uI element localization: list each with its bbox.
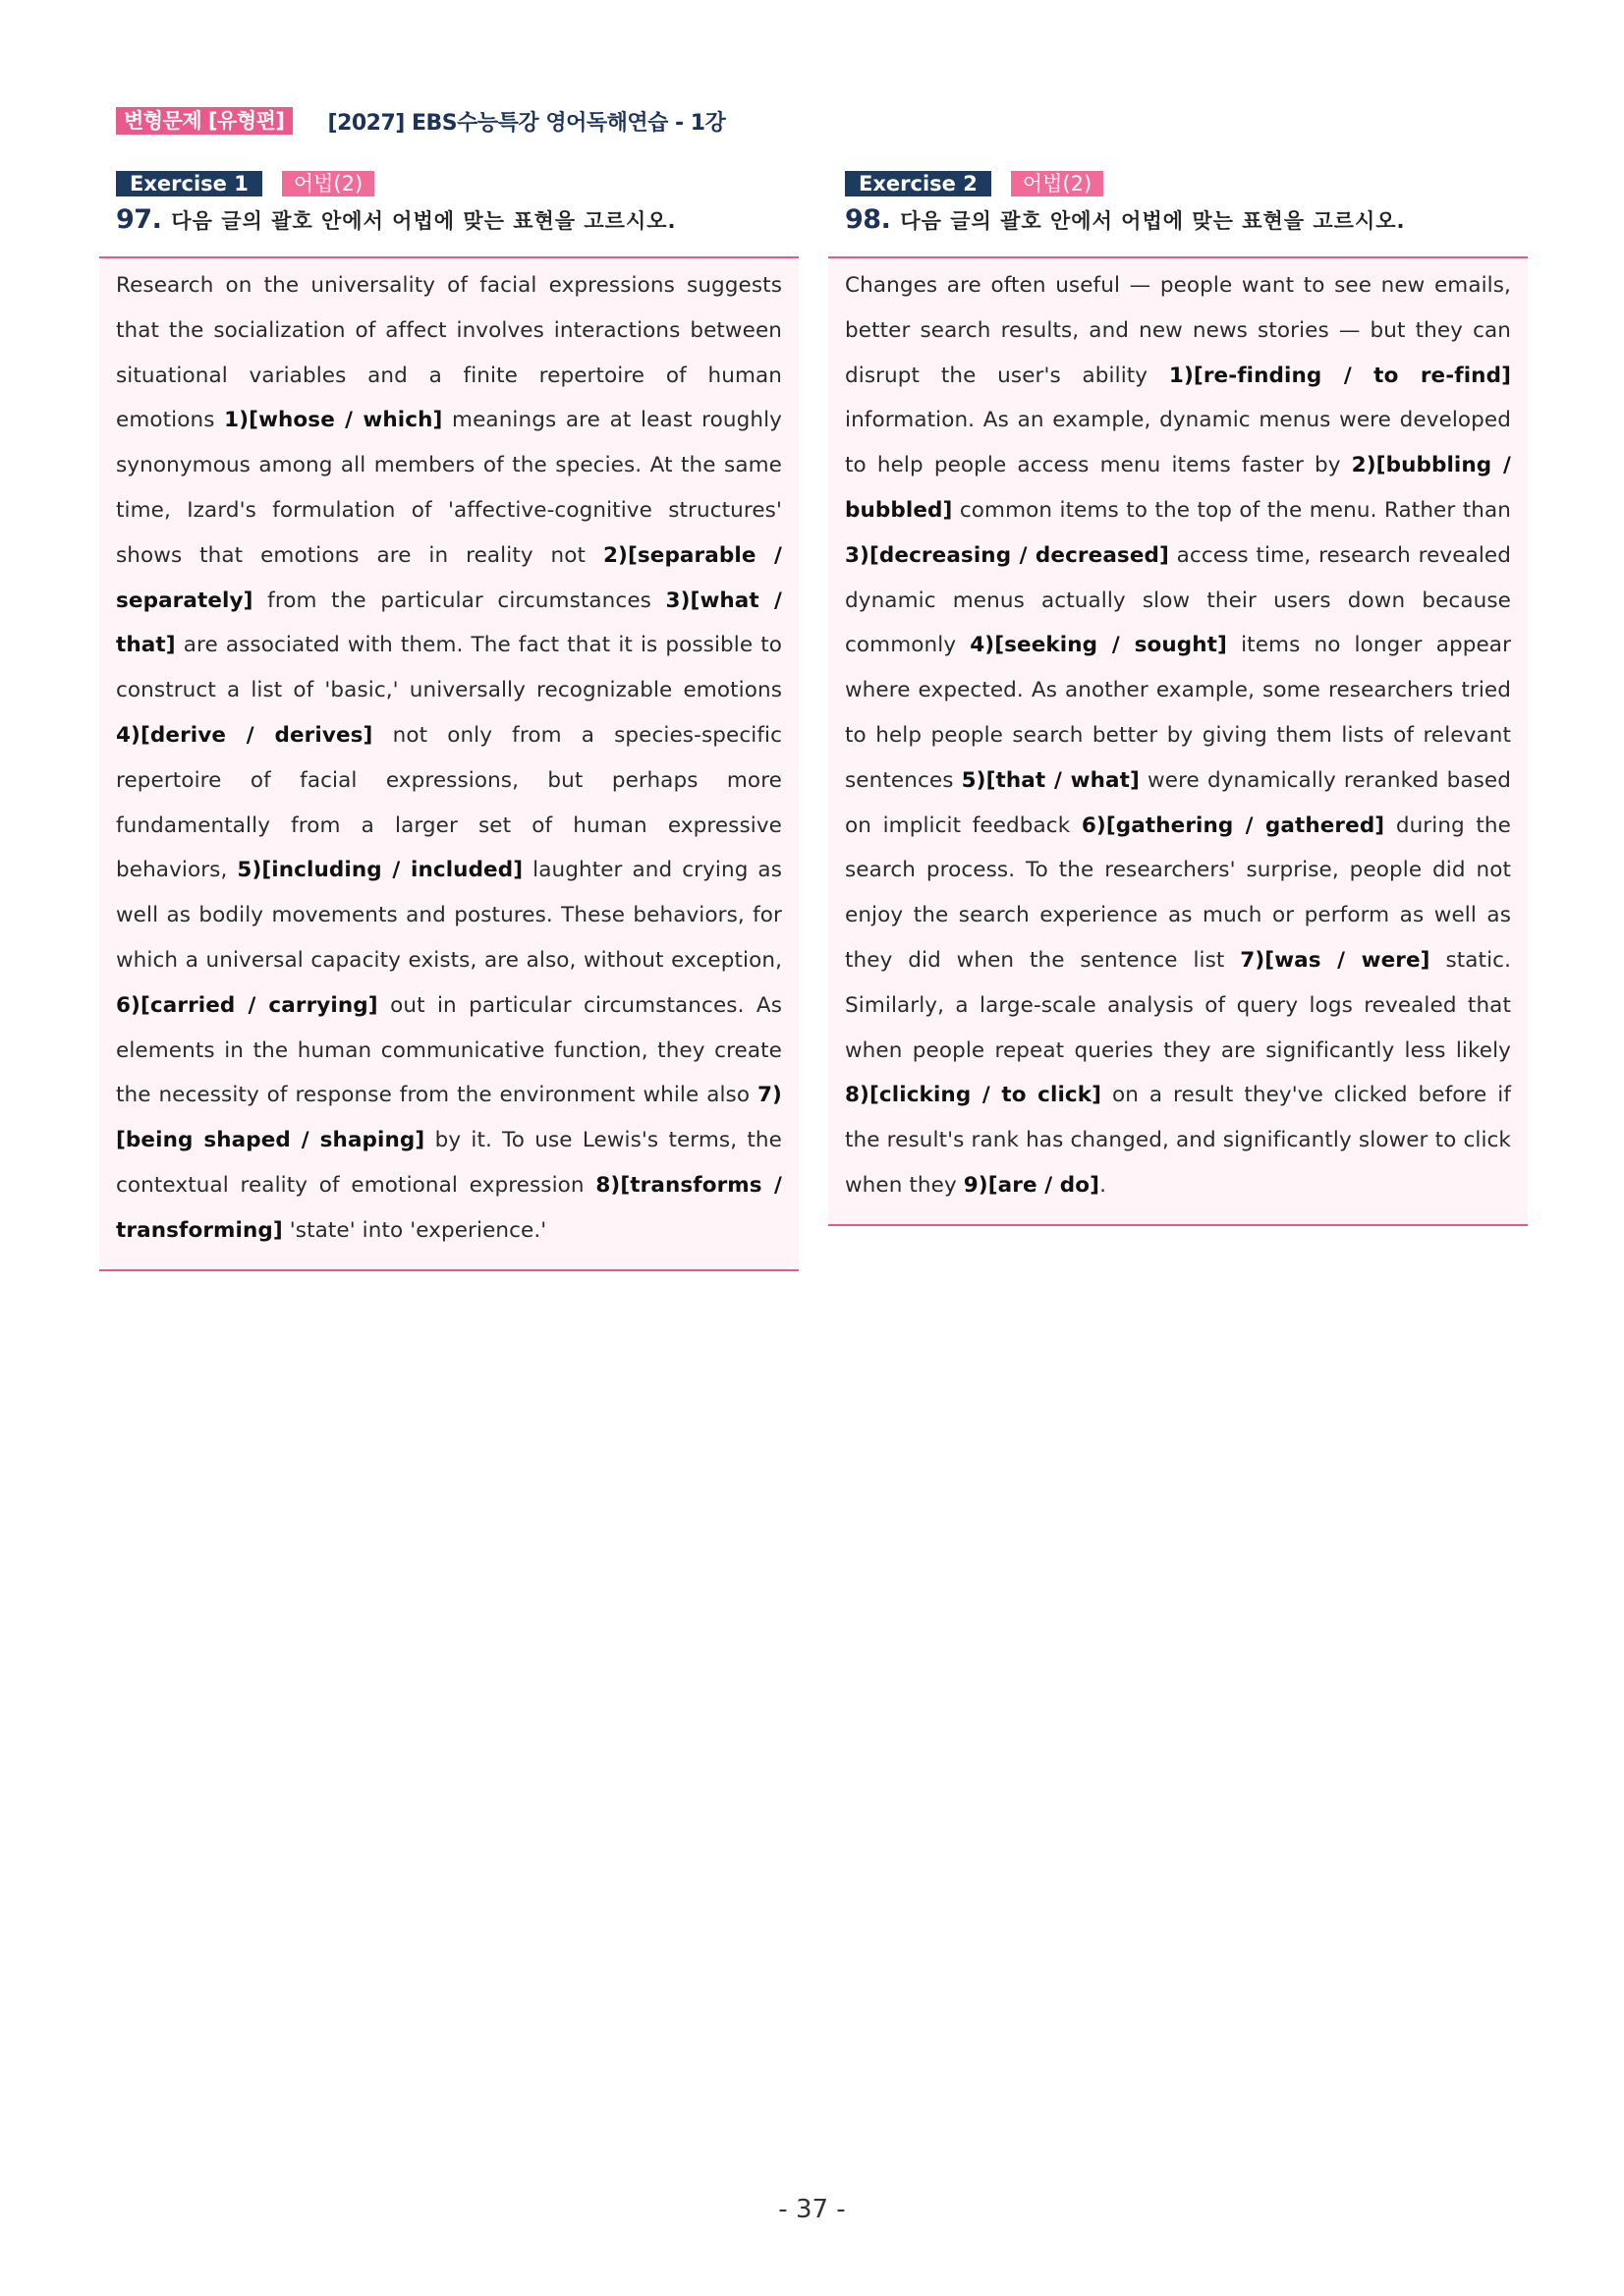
passage-segment: laughter and crying as well as bodily movements and postures. These behaviors, for which a universal capacity exists, are also, without exception, bbox=[116, 858, 783, 973]
passage-segment: common items to the top of the menu. Rather than bbox=[952, 497, 1511, 523]
answer-choice: 8)[clicking / to click] bbox=[845, 1083, 1102, 1108]
passage-segment: meanings are at least roughly synonymous among all members of the species. At the same time, Izard's formulation of 'affective-cognitive structures' shows that emotions are in reality not bbox=[116, 408, 783, 568]
answer-choice: 3)[decreasing / decreased] bbox=[845, 542, 1169, 568]
passage-text bbox=[845, 263, 1511, 1208]
answer-choice: 6)[carried / carrying] bbox=[116, 992, 378, 1018]
passage-text bbox=[116, 263, 782, 1254]
answer-choice: 9)[are / do] bbox=[963, 1172, 1100, 1198]
header-title: [2027] EBS수능특강 영어독해연습 - 1강 bbox=[327, 110, 726, 136]
passage-segment: by it. To use Lewis's terms, the contextual reality of emotional expression bbox=[116, 1128, 782, 1198]
answer-choice: 7)[was / were] bbox=[1240, 947, 1430, 973]
passage-segment: access time, research revealed dynamic menus actually slow their users down because commonly bbox=[845, 542, 1512, 658]
answer-choice: 4)[derive / derives] bbox=[116, 722, 373, 748]
exercise-tags bbox=[116, 170, 799, 196]
exercise-2 bbox=[828, 170, 1528, 1226]
question-line bbox=[845, 204, 1528, 238]
exercise-label: Exercise 2 bbox=[845, 171, 991, 196]
answer-choice: 2)[bubbling / bubbled] bbox=[845, 453, 1511, 523]
answer-choice: 5)[that / what] bbox=[961, 767, 1140, 793]
passage-segment: static. Similarly, a large-scale analysis of query logs revealed that when people repeat queries they are significantly less likely bbox=[845, 947, 1512, 1063]
passage-segment: from the particular circumstances bbox=[252, 588, 666, 613]
passage-segment: . bbox=[1099, 1172, 1107, 1198]
answer-choice: 5)[including / included] bbox=[237, 858, 524, 883]
page-header bbox=[116, 106, 725, 136]
exercise-type: 어법(2) bbox=[1011, 171, 1103, 196]
question-line bbox=[116, 204, 799, 238]
question-number: 97. bbox=[116, 204, 162, 235]
passage-box bbox=[828, 256, 1528, 1226]
passage-segment: during the search process. To the researchers' surprise, people did not enjoy the search experience as much or perform as well as they did when the sentence list bbox=[845, 812, 1511, 973]
exercise-1 bbox=[99, 170, 799, 1271]
exercise-label: Exercise 1 bbox=[116, 171, 262, 196]
answer-choice: 7)[being shaped / shaping] bbox=[116, 1083, 782, 1153]
header-tag: 변형문제 [유형편] bbox=[116, 107, 293, 135]
passage-segment: were dynamically reranked based on implicit feedback bbox=[845, 767, 1511, 838]
answer-choice: 8)[transforms / transforming] bbox=[116, 1172, 782, 1243]
passage-box bbox=[99, 256, 799, 1271]
passage-segment: not only from a species-specific repertoire of facial expressions, but perhaps more fundamentally from a larger set of human expressive behaviors, bbox=[116, 722, 782, 883]
passage-segment: on a result they've clicked before if the result's rank has changed, and significantly slower to click when they bbox=[845, 1083, 1511, 1198]
answer-choice: 1)[re-finding / to re-find] bbox=[1168, 363, 1511, 388]
page-number: - 37 - bbox=[778, 2195, 846, 2224]
answer-choice: 1)[whose / which] bbox=[224, 408, 443, 433]
passage-segment: are associated with them. The fact that it is possible to construct a list of 'basic,' universally recognizable emotions bbox=[116, 633, 782, 703]
answer-choice: 6)[gathering / gathered] bbox=[1081, 812, 1385, 838]
passage-segment: 'state' into 'experience.' bbox=[282, 1217, 547, 1243]
question-text: 다음 글의 괄호 안에서 어법에 맞는 표현을 고르시오. bbox=[171, 209, 677, 233]
passage-segment: Research on the universality of facial expressions suggests that the socialization of affect involves interactions between situational variables and a finite repertoire of human emotions bbox=[116, 273, 782, 433]
answer-choice: 2)[separable / separately] bbox=[116, 542, 782, 613]
passage-segment: out in particular circumstances. As elements in the human communicative function, they create the necessity of response from the environment while also bbox=[116, 992, 782, 1108]
passage-segment: information. As an example, dynamic menus were developed to help people access menu items faster by bbox=[845, 408, 1511, 478]
exercise-tags bbox=[845, 170, 1528, 196]
answer-choice: 3)[what / that] bbox=[116, 588, 782, 658]
answer-choice: 4)[seeking / sought] bbox=[970, 633, 1227, 658]
exercise-type: 어법(2) bbox=[282, 171, 374, 196]
question-text: 다음 글의 괄호 안에서 어법에 맞는 표현을 고르시오. bbox=[900, 209, 1406, 233]
passage-segment: items no longer appear where expected. As another example, some researchers tried to help people search better by giving them lists of relevant sentences bbox=[845, 633, 1512, 793]
question-number: 98. bbox=[845, 204, 891, 235]
passage-segment: Changes are often useful — people want to see new emails, better search results, and new news stories — but they can disrupt the user's ability bbox=[845, 273, 1511, 388]
